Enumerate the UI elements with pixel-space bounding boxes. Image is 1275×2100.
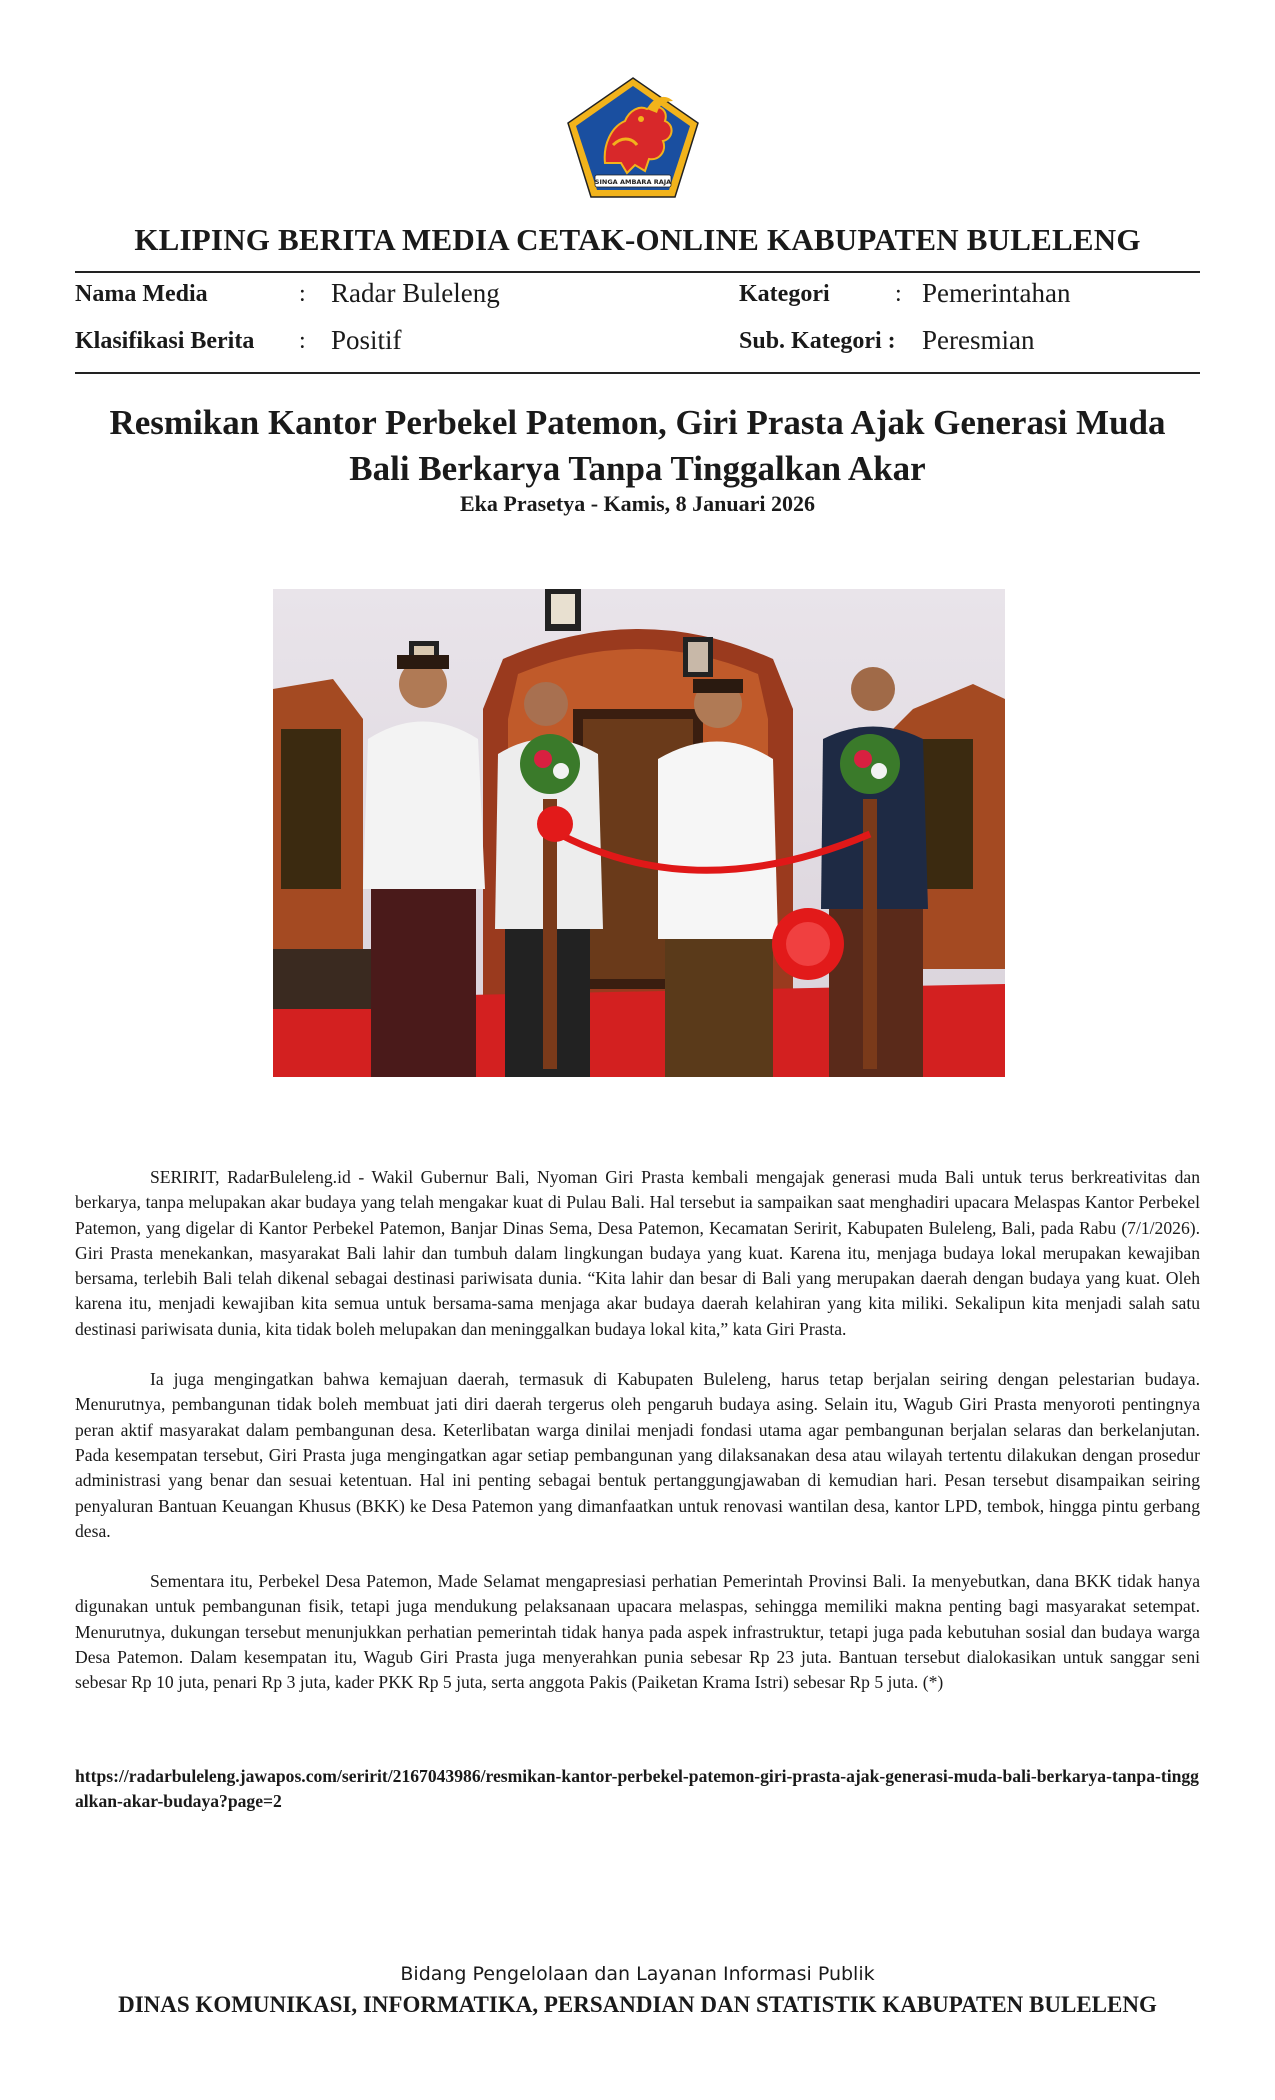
- category-value: Pemerintahan: [922, 278, 1071, 308]
- sub-category-label: Sub. Kategori :: [739, 328, 896, 354]
- article-paragraph-1: SERIRIT, RadarBuleleng.id - Wakil Gubernur Bali, Nyoman Giri Prasta kembali mengajak generasi muda Bali untuk terus berkreativitas dan berkarya, tanpa melupakan akar budaya yang telah mengakar kuat di Pulau Bali. Hal tersebut ia sampaikan saat menghadiri upacara Melaspas Kantor Perbekel Patemon, yang digelar di Kantor Perbekel Patemon, Banjar Dinas Sema, Desa Patemon, Kecamatan Seririt, Kabupaten Buleleng, Bali, pada Rabu (7/1/2026). Giri Prasta menekankan, masyarakat Bali lahir dan tumbuh dalam lingkungan budaya yang kuat. Karena itu, menjaga budaya lokal merupakan kewajiban bersama, terlebih Bali telah dikenal sebagai destinasi pariwisata dunia. “Kita lahir dan besar di Bali yang merupakan daerah dengan budaya yang kuat. Oleh karena itu, menjadi kewajiban kita semua untuk bersama-sama menjaga akar budaya daerah kelahiran yang kita miliki. Sekalipun kita menjadi salah satu destinasi pariwisata dunia, kita tidak boleh melupakan dan meninggalkan budaya lokal kita,” kata Giri Prasta.: [75, 1167, 1200, 1339]
- article-byline: Eka Prasetya - Kamis, 8 Januari 2026: [459, 491, 816, 516]
- article-paragraph-3: Sementara itu, Perbekel Desa Patemon, Made Selamat mengapresiasi perhatian Pemerintah Provinsi Bali. Ia menyebutkan, dana BKK tidak hanya digunakan untuk pembangunan fisik, tetapi juga mendukung pelaksanaan upacara melaspas, sehingga memiliki makna penting bagi masyarakat setempat. Menurutnya, dukungan tersebut menunjukkan perhatian pemerintah tidak hanya pada aspek infrastruktur, tetapi juga pada kebutuhan sosial dan budaya warga Desa Patemon. Dalam kesempatan itu, Wagub Giri Prasta juga menyerahkan punia sebesar Rp 23 juta. Bantuan tersebut dialokasikan untuk sanggar seni sebesar Rp 10 juta, penari Rp 3 juta, kader PKK Rp 5 juta, serta anggota Pakis (Paiketan Krama Istri) sebesar Rp 5 juta. (*): [75, 1571, 1200, 1693]
- header-bottom-rule: [75, 372, 1200, 374]
- footer-division: Bidang Pengelolaan dan Layanan Informasi Publik: [400, 1963, 875, 1985]
- article-photo: [273, 589, 1005, 1077]
- news-classification-value: Positif: [331, 325, 402, 355]
- headline-line-2: Bali Berkarya Tanpa Tinggalkan Akar: [349, 449, 926, 488]
- article-body: [75, 1165, 1200, 1721]
- buleleng-emblem-logo: [565, 75, 701, 201]
- footer-agency: DINAS KOMUNIKASI, INFORMATIKA, PERSANDIAN DAN STATISTIK KABUPATEN BULELENG: [118, 1992, 1157, 2017]
- news-classification-label: Klasifikasi Berita: [75, 328, 255, 354]
- logo-motto: SINGA AMBARA RAJA: [594, 178, 672, 186]
- sub-category-value: Peresmian: [922, 325, 1035, 355]
- media-name-value: Radar Buleleng: [331, 278, 500, 308]
- headline-line-1: Resmikan Kantor Perbekel Patemon, Giri Prasta Ajak Generasi Muda: [109, 403, 1166, 442]
- source-link[interactable]: https://radarbuleleng.jawapos.com/seririt/2167043986/resmikan-kantor-perbekel-patemon-giri-prasta-ajak-generasi-muda-bali-berkarya-tanpa-tinggalkan-akar-budaya?page=2: [75, 1766, 1199, 1812]
- article-headline: [75, 400, 1200, 492]
- category-colon: :: [895, 281, 902, 307]
- news-classification-colon: :: [299, 328, 306, 354]
- clipping-header-title: KLIPING BERITA MEDIA CETAK-ONLINE KABUPATEN BULELENG: [134, 222, 1141, 257]
- article-paragraph-2: Ia juga mengingatkan bahwa kemajuan daerah, termasuk di Kabupaten Buleleng, harus tetap berjalan seiring dengan pelestarian budaya. Menurutnya, pembangunan tidak boleh membuat jati diri daerah tergerus oleh pengaruh budaya asing. Selain itu, Wagub Giri Prasta menyoroti pentingnya peran aktif masyarakat dalam pembangunan desa. Keterlibatan warga dinilai menjadi fondasi utama agar pembangunan berjalan selaras dan berkelanjutan. Pada kesempatan tersebut, Giri Prasta juga mengingatkan agar setiap pembangunan yang dilaksanakan desa atau wilayah tertentu dilakukan dengan prosedur administrasi yang benar dan sesuai ketentuan. Hal ini penting sebagai bentuk pertanggungjawaban di kemudian hari. Pesan tersebut disampaikan seiring penyaluran Bantuan Keuangan Khusus (BKK) ke Desa Patemon yang dimanfaatkan untuk renovasi wantilan desa, kantor LPD, tembok, hingga pintu gerbang desa.: [75, 1369, 1200, 1541]
- media-name-colon: :: [299, 281, 306, 307]
- header-top-rule: [75, 271, 1200, 273]
- category-label: Kategori: [739, 281, 830, 307]
- media-name-label: Nama Media: [75, 281, 208, 307]
